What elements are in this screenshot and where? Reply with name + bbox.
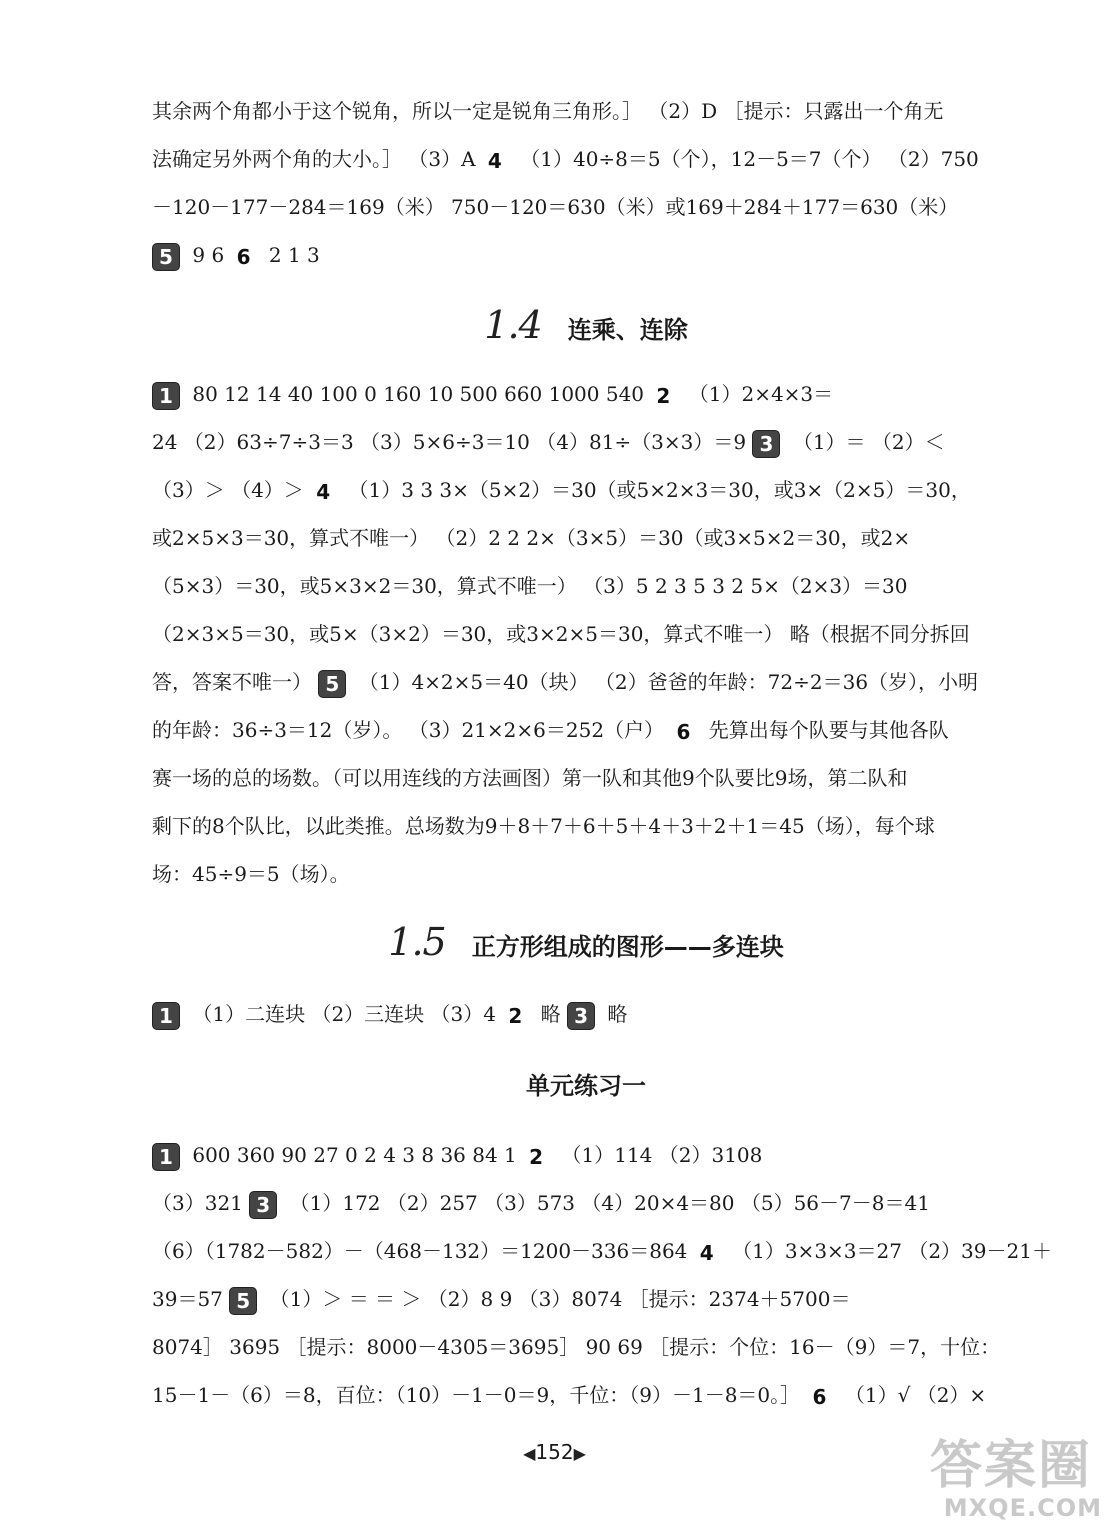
answer-text: （1）＞ ＝ ＝ ＞ （2）8 9 （3）8074 ［提示：2374＋5700＝ <box>263 1287 851 1311</box>
answer-text: （1）2×4×3＝ <box>682 382 834 406</box>
answer-text: （6）（1782－582）－（468－132）＝1200－336＝864 <box>152 1239 694 1263</box>
answer-line <box>152 667 1020 697</box>
section-heading-1-4 <box>152 300 1020 350</box>
watermark-top-text: 答案圈 <box>930 1436 1093 1496</box>
question-number-badge: 3 <box>752 430 780 458</box>
answer-text: 9 6 <box>186 243 231 267</box>
answer-text: （1）3×3×3＝27 （2）39－21＋ <box>725 1239 1052 1263</box>
answer-text: （1）√ （2）× <box>838 1383 987 1407</box>
answer-text: 先算出每个队要与其他各队 <box>702 718 949 742</box>
section-heading-1-5 <box>152 917 1020 967</box>
answer-text: 39＝57 <box>152 1287 230 1311</box>
question-number-badge: 2 <box>508 1003 523 1028</box>
answer-text: 80 12 14 40 100 0 160 10 500 660 1000 540 <box>186 382 651 406</box>
answer-line <box>152 811 1020 841</box>
question-number-badge: 5 <box>152 243 180 271</box>
answer-line <box>152 1236 1052 1266</box>
answer-text: 15－1－（6）＝8，百位：（10）－1－0＝9，千位：（9）－1－8＝0。］ <box>152 1383 807 1407</box>
answer-line <box>152 715 1020 745</box>
question-number-badge: 2 <box>656 383 671 408</box>
answer-line <box>152 571 1020 601</box>
answer-line <box>152 859 1020 889</box>
answer-line <box>152 1284 1020 1314</box>
question-number-badge: 6 <box>676 719 691 744</box>
answer-text: 或2×5×3＝30，算式不唯一） （2）2 2 2×（3×5）＝30（或3×5×2＝30，或2× <box>152 526 911 550</box>
question-number-badge: 5 <box>318 670 346 698</box>
question-number-badge: 3 <box>249 1191 277 1219</box>
answer-line <box>152 96 1020 126</box>
question-number-badge: 3 <box>567 1002 595 1030</box>
answer-text: （1）172 （2）257 （3）573 （4）20×4＝80 （5）56－7－8＝41 <box>283 1191 930 1215</box>
answer-text: （1）二连块 （2）三连块 （3）4 <box>186 1002 503 1026</box>
right-arrow-icon: ▶ <box>573 1444 586 1463</box>
answer-text: 剩下的8个队比，以此类推。总场数为9＋8＋7＋6＋5＋4＋3＋2＋1＝45（场），每个球 <box>152 814 935 838</box>
answer-text: 其余两个角都小于这个锐角，所以一定是锐角三角形。］ （2）D ［提示：只露出一个角无 <box>152 99 944 123</box>
answer-line <box>152 379 1020 409</box>
question-number-badge: 1 <box>152 382 180 410</box>
answer-text: 法确定另外两个角的大小。］ （3）A <box>152 147 482 171</box>
answer-line <box>152 619 1020 649</box>
answer-text: 的年龄：36÷3＝12（岁）。 （3）21×2×6＝252（户） <box>152 718 671 742</box>
section-title: 连乘、连除 <box>567 316 688 344</box>
section-number: 1.4 <box>484 303 542 347</box>
answer-text: （1）4×2×5＝40（块） （2）爸爸的年龄：72÷2＝36（岁），小明 <box>352 670 979 694</box>
answer-text: （1）3 3 3×（5×2）＝30（或5×2×3＝30，或3×（2×5）＝30， <box>342 478 971 502</box>
answer-text: －120－177－284＝169（米） 750－120＝630（米）或169＋284＋177＝630（米） <box>152 195 959 219</box>
answer-text: 略 <box>601 1002 628 1026</box>
answer-text: （3）321 <box>152 1191 250 1215</box>
unit-practice-title: 单元练习一 <box>526 1072 646 1100</box>
question-number-badge: 1 <box>152 1143 180 1171</box>
answer-line <box>152 192 1020 222</box>
answer-text: 24 （2）63÷7÷3＝3 （3）5×6÷3＝10 （4）81÷（3×3）＝9 <box>152 430 753 454</box>
answer-line <box>152 1140 1020 1170</box>
answer-line <box>152 1188 1020 1218</box>
watermark-logo <box>930 1438 1102 1530</box>
question-number-badge: 6 <box>236 244 251 269</box>
section-number: 1.5 <box>388 920 446 964</box>
answer-line <box>152 523 1020 553</box>
question-number-badge: 4 <box>699 1240 714 1265</box>
answer-text: （1）114 （2）3108 <box>555 1143 763 1167</box>
watermark-bottom-text: MXQE.COM <box>943 1494 1102 1522</box>
answer-text: （1）＝ （2）＜ <box>786 430 945 454</box>
answer-text: （1）40÷8＝5（个），12－5＝7（个） （2）750 <box>513 147 979 171</box>
answer-text: 2 1 3 <box>262 243 320 267</box>
answer-line <box>152 1380 1020 1410</box>
left-arrow-icon: ◀ <box>523 1444 536 1463</box>
answer-line <box>152 475 1020 505</box>
answer-line <box>152 999 1020 1029</box>
answer-text: 600 360 90 27 0 2 4 3 8 36 84 1 <box>186 1143 524 1167</box>
answer-text: （3）＞ （4）＞ <box>152 478 311 502</box>
answer-text: 场：45÷9＝5（场）。 <box>152 862 350 886</box>
answer-text: 赛一场的总的场数。（可以用连线的方法画图）第一队和其他9个队要比9场，第二队和 <box>152 766 908 790</box>
question-number-badge: 2 <box>529 1144 544 1169</box>
answer-text: 答，答案不唯一） <box>152 670 319 694</box>
answer-line <box>152 1332 1020 1362</box>
question-number-badge: 4 <box>487 148 502 173</box>
question-number-badge: 6 <box>812 1384 827 1409</box>
answer-text: 8074］ 3695 ［提示：8000－4305＝3695］ 90 69 ［提示：个位：16－（9）＝7，十位： <box>152 1335 1001 1359</box>
answer-text: （2×3×5＝30，或5×（3×2）＝30，或3×2×5＝30，算式不唯一） 略（根据不同分拆回 <box>152 622 970 646</box>
answer-line <box>152 240 1020 270</box>
answer-text: 略 <box>534 1002 568 1026</box>
answer-line <box>152 144 1020 174</box>
answer-line <box>152 427 1020 457</box>
answer-line <box>152 763 1020 793</box>
page-number: 152 <box>535 1440 574 1464</box>
question-number-badge: 5 <box>229 1287 257 1315</box>
answer-text: （5×3）＝30，或5×3×2＝30，算式不唯一） （3）5 2 3 5 3 2 5×（2×3）＝30 <box>152 574 908 598</box>
question-number-badge: 4 <box>316 479 331 504</box>
question-number-badge: 1 <box>152 1002 180 1030</box>
section-title: 正方形组成的图形——多连块 <box>471 933 784 961</box>
